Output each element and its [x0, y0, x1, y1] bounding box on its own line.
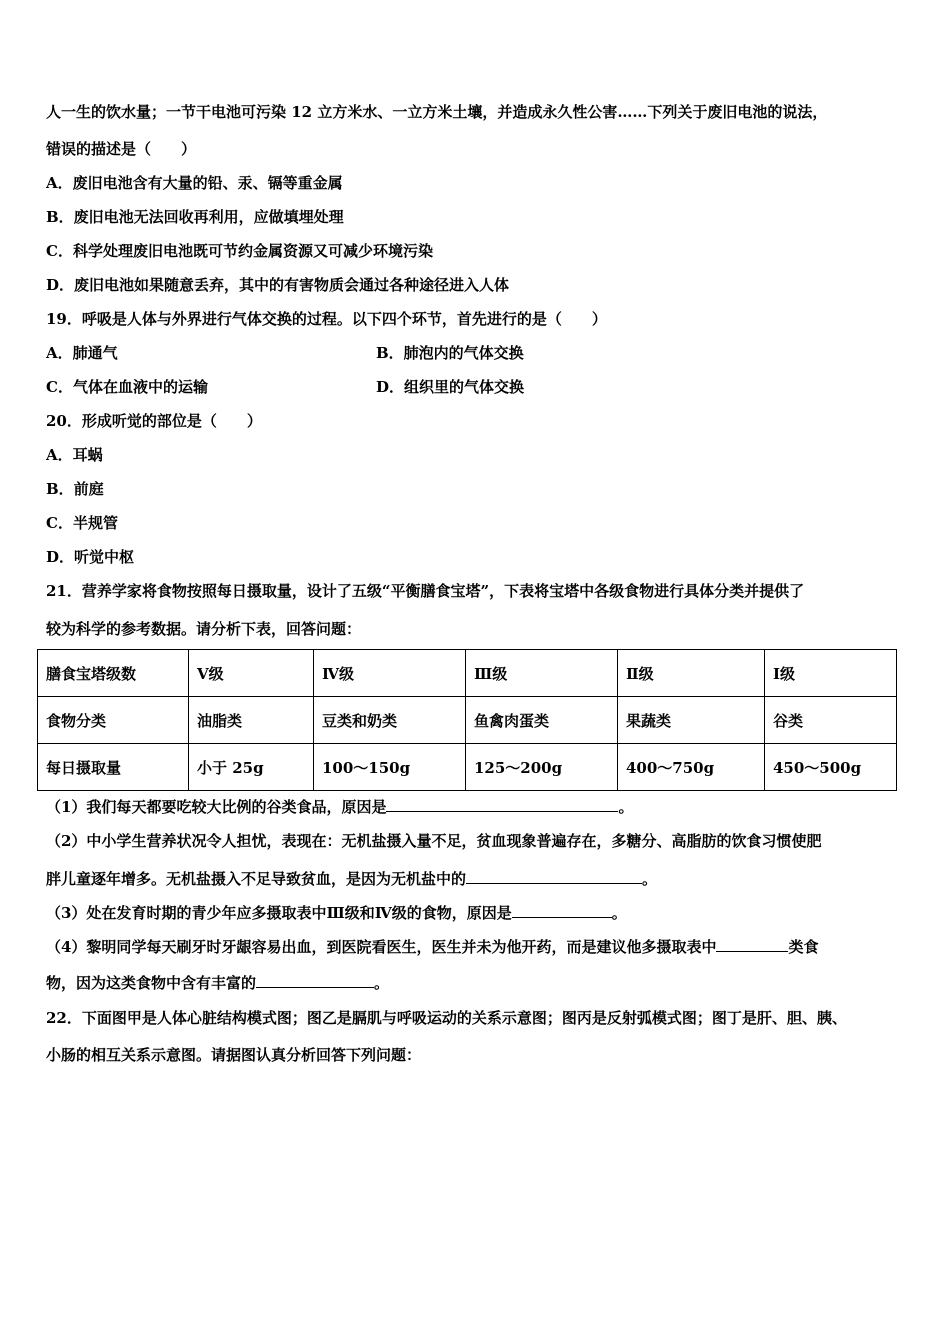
answer-blank-5[interactable] — [256, 972, 374, 988]
intro-line-2: 错误的描述是（ ） — [46, 140, 197, 158]
table-cell: 鱼禽肉蛋类 — [466, 697, 618, 744]
q21-stem-line-2: 较为科学的参考数据。请分析下表，回答问题： — [46, 620, 362, 638]
q20-option-c: C．半规管 — [46, 514, 118, 532]
answer-blank-1[interactable] — [386, 796, 618, 812]
q19-option-c: C．气体在血液中的运输 — [46, 378, 208, 396]
q21-sub-4-line-1 — [46, 936, 818, 957]
q21-sub-4-line-2 — [46, 972, 389, 993]
q19-option-d: D．组织里的气体交换 — [376, 378, 525, 396]
table-row — [38, 697, 897, 744]
q19-option-b: B．肺泡内的气体交换 — [376, 344, 524, 362]
q21-sub-2-end: 。 — [642, 870, 658, 888]
q21-sub-4-text: （4）黎明同学每天刷牙时牙龈容易出血，到医院看医生，医生并未为他开药，而是建议他多摄取表中 — [46, 938, 717, 956]
q22-stem-line-1: 22．下面图甲是人体心脏结构模式图；图乙是膈肌与呼吸运动的关系示意图；图丙是反射弧模式图；图丁是肝、胆、胰、 — [46, 1009, 847, 1027]
table-cell: 450～500g — [765, 744, 897, 791]
q21-sub-1-text: （1）我们每天都要吃较大比例的谷类食品，原因是 — [46, 798, 387, 816]
answer-blank-4[interactable] — [716, 936, 788, 952]
q18-option-d: D．废旧电池如果随意丢弃，其中的有害物质会通过各种途径进入人体 — [46, 276, 510, 294]
q18-option-a: A．废旧电池含有大量的铅、汞、镉等重金属 — [46, 174, 343, 192]
table-cell: 油脂类 — [189, 697, 314, 744]
q21-sub-1 — [46, 796, 633, 817]
q21-sub-4-text-2: 物，因为这类食物中含有丰富的 — [46, 974, 257, 992]
intro-line-1: 人一生的饮水量；一节干电池可污染 12 立方米水、一立方米土壤，并造成永久性公害……下列关于废旧电池的说法， — [46, 103, 828, 121]
q18-option-b: B．废旧电池无法回收再利用，应做填埋处理 — [46, 208, 344, 226]
q18-option-c: C．科学处理废旧电池既可节约金属资源又可减少环境污染 — [46, 242, 433, 260]
table-cell: 膳食宝塔级数 — [38, 650, 189, 697]
food-pyramid-table — [37, 649, 897, 791]
table-cell: 小于 25g — [189, 744, 314, 791]
q21-sub-2-text: 胖儿童逐年增多。无机盐摄入不足导致贫血，是因为无机盐中的 — [46, 870, 467, 888]
q20-option-d: D．听觉中枢 — [46, 548, 135, 566]
q21-sub-3-text: （3）处在发育时期的青少年应多摄取表中Ⅲ级和Ⅳ级的食物，原因是 — [46, 904, 512, 922]
q21-sub-2-line-2 — [46, 868, 657, 889]
q21-sub-3-end: 。 — [611, 904, 627, 922]
q20-stem: 20．形成听觉的部位是（ ） — [46, 412, 262, 430]
table-cell: 谷类 — [765, 697, 897, 744]
q20-option-a: A．耳蜗 — [46, 446, 103, 464]
q21-sub-1-end: 。 — [618, 798, 634, 816]
table-cell: 125～200g — [466, 744, 618, 791]
q21-sub-3 — [46, 902, 627, 923]
table-cell: 食物分类 — [38, 697, 189, 744]
q21-sub-4-end: 。 — [374, 974, 390, 992]
table-cell: Ⅴ级 — [189, 650, 314, 697]
table-cell: 豆类和奶类 — [314, 697, 466, 744]
table-cell: 400～750g — [618, 744, 765, 791]
q21-stem-line-1: 21．营养学家将食物按照每日摄取量，设计了五级“平衡膳食宝塔”，下表将宝塔中各级食物进行具体分类并提供了 — [46, 582, 805, 600]
q22-stem-line-2: 小肠的相互关系示意图。请据图认真分析回答下列问题： — [46, 1046, 422, 1064]
q19-option-a: A．肺通气 — [46, 344, 118, 362]
answer-blank-2[interactable] — [466, 868, 642, 884]
table-cell: Ⅰ级 — [765, 650, 897, 697]
q21-sub-2-line-1: （2）中小学生营养状况令人担忧，表现在：无机盐摄入量不足，贫血现象普遍存在，多糖分、高脂肪的饮食习惯使肥 — [46, 832, 822, 850]
table-cell: 果蔬类 — [618, 697, 765, 744]
table-cell: Ⅳ级 — [314, 650, 466, 697]
q20-option-b: B．前庭 — [46, 480, 104, 498]
answer-blank-3[interactable] — [512, 902, 612, 918]
table-row — [38, 650, 897, 697]
table-cell: 100～150g — [314, 744, 466, 791]
q19-stem: 19．呼吸是人体与外界进行气体交换的过程。以下四个环节，首先进行的是（ ） — [46, 310, 607, 328]
table-cell: Ⅲ级 — [466, 650, 618, 697]
q21-sub-4-tail: 类食 — [788, 938, 819, 956]
table-cell: 每日摄取量 — [38, 744, 189, 791]
table-row — [38, 744, 897, 791]
table-cell: Ⅱ级 — [618, 650, 765, 697]
